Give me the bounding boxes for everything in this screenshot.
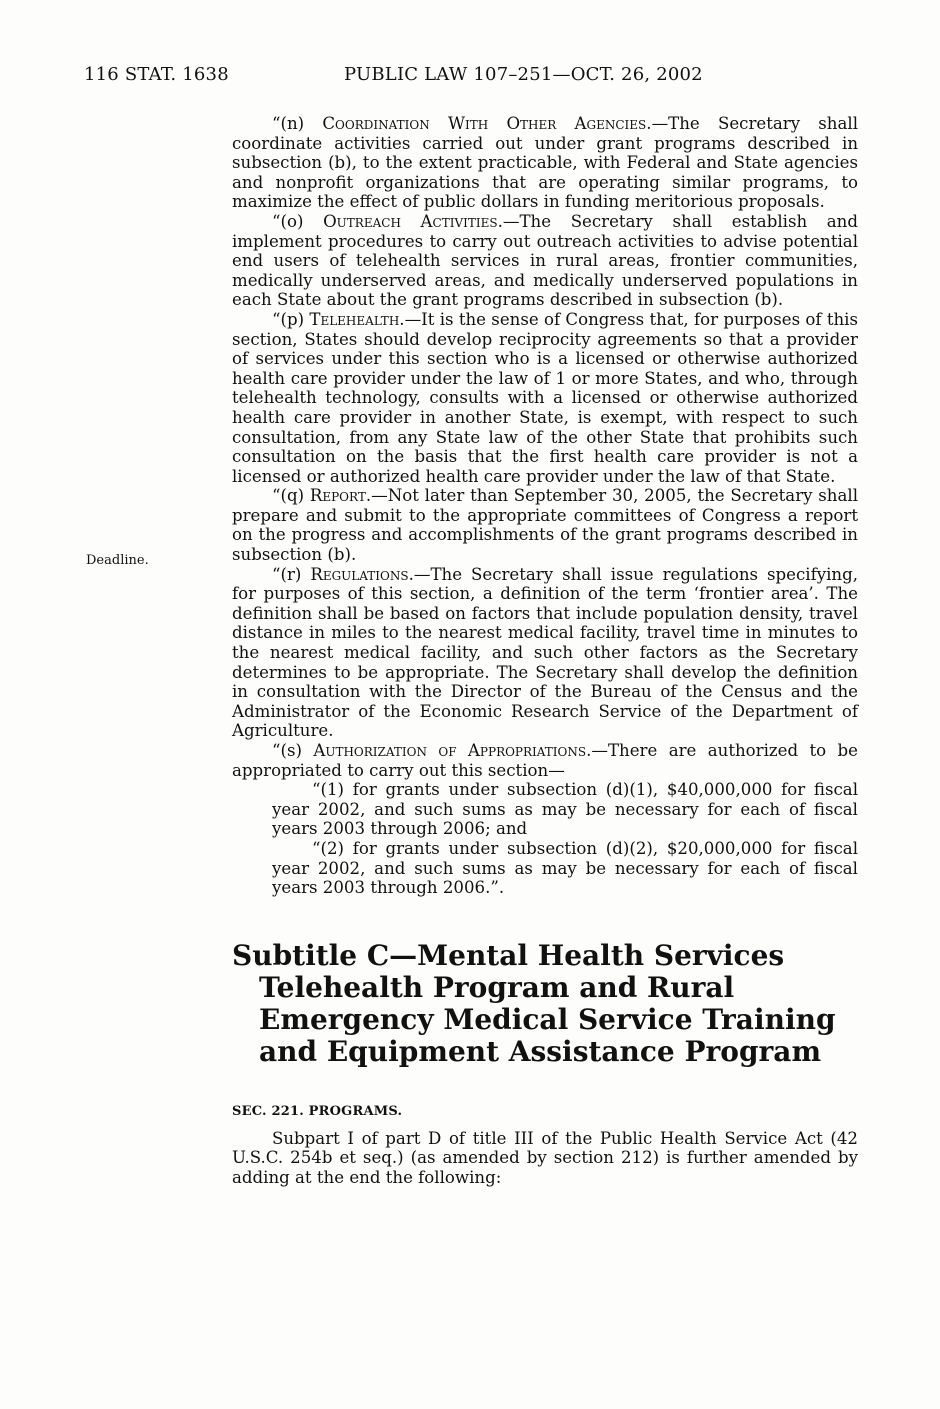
subsection-s-heading: Authorization of Appropriations. bbox=[313, 741, 592, 760]
document-body bbox=[232, 114, 858, 1188]
public-law-reference: PUBLIC LAW 107–251—OCT. 26, 2002 bbox=[344, 64, 703, 85]
subsection-r-text: —The Secretary shall issue regulations specifying, for purposes of this section, a definition of the term ‘frontier area’. The definition shall be based on factors that include population density, travel distance in miles to the nearest medical facility, travel time in minutes to the nearest medical facility, and such other factors as the Secretary determines to be appropriate. The Secretary shall develop the definition in consultation with the Director of the Bureau of the Census and the Administrator of the Economic Research Service of the Department of Agriculture. bbox=[232, 564, 858, 741]
subsection-s-paragraph-1: “(1) for grants under subsection (d)(1), $40,000,000 for fiscal year 2002, and such sums as may be necessary for each of fiscal years 2003 through 2006; and bbox=[272, 780, 858, 839]
subsection-n-heading: Coordination With Other Agencies. bbox=[322, 114, 652, 133]
subsection-r-heading: Regulations. bbox=[310, 564, 414, 584]
subsection-r bbox=[232, 565, 858, 741]
subsection-n-text: —The Secretary shall coordinate activities carried out under grant programs described in subsection (b), to the extent practicable, with Federal and State agencies and nonprofit organizations that are operating similar programs, to maximize the effect of public dollars in funding meritorious proposals. bbox=[232, 114, 859, 212]
section-221-heading: SEC. 221. PROGRAMS. bbox=[232, 1103, 403, 1119]
page-header bbox=[84, 64, 864, 90]
section-221-text: Subpart I of part D of title III of the Public Health Service Act (42 U.S.C. 254b et seq.) (as amended by section 212) is further amended by adding at the end the following: bbox=[232, 1128, 858, 1187]
subsection-o-heading: Outreach Activities. bbox=[323, 211, 503, 231]
subsection-p bbox=[232, 310, 858, 486]
subsection-q-text: —Not later than September 30, 2005, the Secretary shall prepare and submit to the appropriate committees of Congress a report on the progress and accomplishments of the grant programs described in subsection (b). bbox=[232, 486, 858, 565]
margin-note-deadline: Deadline. bbox=[86, 553, 149, 568]
subsection-q bbox=[232, 486, 858, 564]
subtitle-heading: Subtitle C—Mental Health Services Telehealth Program and Rural Emergency Medical Service Training and Equipment Assistance Program bbox=[232, 938, 836, 1068]
subsection-q-heading: Report. bbox=[309, 486, 372, 506]
subsection-s-text: —There are authorized to be appropriated to carry out this section— bbox=[232, 741, 858, 780]
subsection-s bbox=[232, 741, 858, 780]
subsection-o-text: —The Secretary shall establish and implement procedures to carry out outreach activities to advise potential end users of telehealth services in rural areas, frontier communities, medically underserved areas, and medically underserved populations in each State about the grant programs described in subsection (b). bbox=[232, 211, 858, 310]
subsection-s-label: “(s) bbox=[272, 741, 314, 760]
subsection-p-label: “(p) bbox=[272, 309, 310, 329]
subsection-q-label: “(q) bbox=[272, 486, 310, 506]
subsection-o-label: “(o) bbox=[272, 211, 324, 231]
subsection-s-paragraph-2: “(2) for grants under subsection (d)(2), $20,000,000 for fiscal year 2002, and such sums as may be necessary for each of fiscal years 2003 through 2006.”. bbox=[272, 838, 858, 898]
subsection-n-label: “(n) bbox=[272, 114, 323, 133]
subsection-o bbox=[232, 212, 858, 310]
subsection-p-text: —It is the sense of Congress that, for purposes of this section, States should develop reciprocity agreements so that a provider of services under this section who is a licensed or otherwise authorized health care provider under the law of 1 or more States, and who, through telehealth technology, consults with a licensed or otherwise authorized health care provider in another State, is exempt, with respect to such consultation, from any State law of the other State that prohibits such consultation on the basis that the first health care provider is not a licensed or authorized health care provider under the law of that State. bbox=[232, 309, 859, 486]
subsection-p-heading: Telehealth. bbox=[309, 309, 405, 329]
subsection-r-label: “(r) bbox=[272, 564, 311, 584]
stat-page-reference: 116 STAT. 1638 bbox=[84, 64, 229, 85]
subsection-n bbox=[232, 114, 858, 212]
